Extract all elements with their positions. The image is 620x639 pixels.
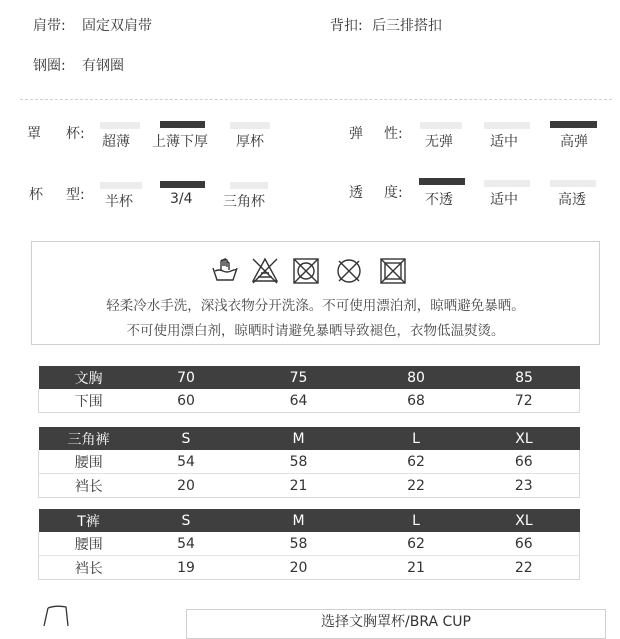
elastic-option-bar	[484, 122, 530, 129]
table-header-cell: XL	[469, 427, 580, 450]
table-cell: 66	[469, 450, 580, 474]
elastic-option[interactable]: 适中	[490, 134, 518, 150]
transparency-option-bar-selected	[419, 178, 465, 185]
cup-type-option-bar	[100, 182, 142, 189]
elastic-label-a: 弹	[349, 126, 363, 142]
table-header-cell: 文胸	[39, 366, 139, 389]
table-header-cell: M	[234, 509, 364, 532]
cup-label-a: 罩	[27, 126, 41, 142]
cup-option[interactable]: 超薄	[102, 134, 130, 150]
table-header-cell: XL	[469, 509, 580, 532]
table-header-cell: S	[139, 427, 234, 450]
table-cell: 66	[469, 532, 580, 556]
table-cell: 20	[289, 559, 308, 576]
cup-option-bar	[100, 122, 140, 129]
table-cell: 68	[407, 392, 425, 409]
table-cell: 23	[514, 477, 533, 494]
table-row	[39, 532, 580, 556]
table-cell: 腰围	[39, 450, 139, 474]
cup-type-option-bar-selected	[160, 181, 205, 188]
table-cell: 21	[407, 559, 425, 576]
table-header-row	[39, 427, 580, 450]
table-cell: 64	[289, 392, 308, 409]
table-cell: 58	[234, 450, 364, 474]
cup-type-option-selected[interactable]: 3/4	[170, 191, 193, 207]
table-header-cell: L	[364, 509, 469, 532]
thong-size-table	[38, 509, 580, 580]
transparency-option-bar	[484, 180, 530, 187]
transparency-option[interactable]: 高透	[558, 192, 586, 208]
table-header-row	[39, 509, 580, 532]
cup-type-label-a: 杯	[29, 187, 43, 203]
cup-label-b: 杯:	[66, 126, 85, 142]
table-cell: 60	[177, 392, 195, 409]
cup-option-bar-selected	[160, 121, 205, 128]
table-header-row	[39, 366, 580, 389]
table-header-cell: 80	[364, 366, 469, 389]
table-cell: 22	[514, 559, 533, 576]
table-header-cell: S	[139, 509, 234, 532]
table-header-cell: T裤	[39, 509, 139, 532]
table-cell: 62	[364, 450, 469, 474]
care-icons	[210, 256, 410, 290]
table-cell: 21	[289, 477, 308, 494]
cup-option[interactable]: 厚杯	[236, 134, 264, 150]
table-cell: 腰围	[39, 532, 139, 556]
transparency-option-selected[interactable]: 不透	[425, 192, 453, 208]
table-cell: 裆长	[74, 560, 103, 577]
wire-value: 有钢圈	[82, 58, 124, 74]
table-cell: 裆长	[74, 478, 103, 495]
transparency-label-a: 透	[349, 185, 363, 201]
table-cell: 72	[514, 392, 533, 409]
table-cell: 19	[177, 559, 195, 576]
bra-cup-icon	[42, 604, 74, 626]
cup-type-option[interactable]: 半杯	[105, 194, 133, 210]
bra-size-table	[38, 366, 580, 413]
table-header-cell: 75	[234, 366, 364, 389]
table-row	[39, 474, 580, 498]
cup-option-bar	[230, 122, 270, 129]
no-iron-icon	[381, 259, 405, 283]
transparency-option[interactable]: 适中	[490, 192, 518, 208]
table-header-cell: L	[364, 427, 469, 450]
table-cell: 62	[364, 532, 469, 556]
elastic-option[interactable]: 无弹	[425, 134, 453, 150]
table-header-cell: 85	[469, 366, 580, 389]
table-header-cell: M	[234, 427, 364, 450]
table-row	[39, 556, 580, 580]
cup-type-option-bar	[230, 182, 268, 189]
choose-cup-label: 选择文胸罩杯/BRA CUP	[321, 614, 471, 630]
transparency-option-bar	[550, 180, 596, 187]
elastic-label-b: 性:	[384, 126, 403, 142]
cup-type-label-b: 型:	[66, 187, 85, 203]
table-cell: 54	[139, 532, 234, 556]
table-cell: 54	[139, 450, 234, 474]
table-cell: 22	[407, 477, 425, 494]
table-cell: 20	[177, 477, 195, 494]
care-text-line2: 不可使用漂白剂，晾晒时请避免暴晒导致褪色，衣物低温熨烫。	[126, 323, 505, 339]
table-header-cell: 三角裤	[39, 427, 139, 450]
no-bleach-icon	[253, 259, 277, 283]
clasp-label: 背扣:	[330, 18, 363, 34]
elastic-option-bar-selected	[550, 121, 597, 128]
care-text-line1: 轻柔冷水手洗，深浅衣物分开洗涤。不可使用漂泊剂，晾晒避免暴晒。	[106, 298, 525, 314]
elastic-option-bar	[420, 122, 462, 129]
no-tumble-dry-icon	[294, 259, 318, 283]
choose-cup-button[interactable]	[186, 609, 606, 639]
table-row	[39, 389, 580, 413]
strap-label: 肩带:	[33, 18, 66, 34]
care-instructions-box	[31, 241, 600, 345]
cup-type-option[interactable]: 三角杯	[223, 194, 265, 210]
table-header-cell: 70	[139, 366, 234, 389]
table-cell: 下围	[74, 393, 103, 410]
clasp-value: 后三排搭扣	[372, 18, 442, 34]
hand-wash-icon	[213, 259, 237, 280]
divider	[20, 99, 612, 100]
elastic-option-selected[interactable]: 高弹	[560, 134, 588, 150]
cup-option-selected[interactable]: 上薄下厚	[152, 134, 208, 150]
no-dry-clean-icon	[338, 260, 360, 282]
transparency-label-b: 度:	[384, 185, 403, 201]
table-row	[39, 450, 580, 474]
brief-size-table	[38, 427, 580, 498]
wire-label: 钢圈:	[33, 58, 66, 74]
table-cell: 58	[234, 532, 364, 556]
strap-value: 固定双肩带	[82, 18, 152, 34]
